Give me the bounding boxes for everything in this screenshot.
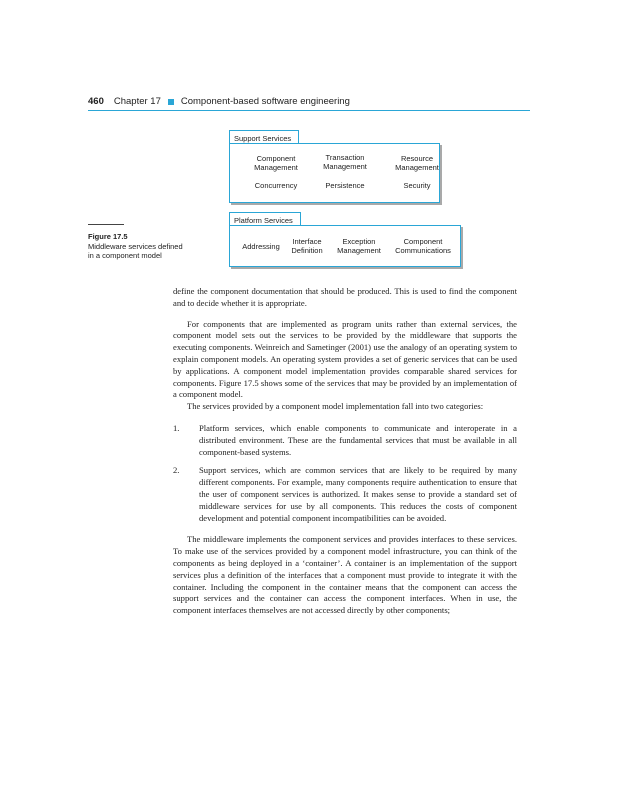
list-item [173,423,517,458]
platform-services-box [229,225,461,267]
chapter-label: Chapter 17 [113,96,161,107]
paragraph-3: The services provided by a component model implementation fall into two categories: [187,401,484,412]
list-item-text: Platform services, which enable components to communicate and interoperate in a distributed environment. These are the fundamental services that must be available in all component-based systems. [199,422,517,457]
list-item-number: 2. [173,465,180,476]
persistence-service: Persistence [325,181,365,190]
support-services-tab: Support Services [229,130,299,144]
header-rule [88,110,530,111]
chapter-title: Component-based software engineering [180,96,350,107]
figure-caption [88,232,188,261]
service-list [173,423,517,524]
component-management-service: Component Management [254,154,298,172]
body-text [173,286,517,617]
list-item-text: Support services, which are common services that are likely to be required by many different components. For example, many components require authentication to ensure that the user of component services is authorized. It makes sense to provide a standard set of middleware services for use by all components. This reduces the costs of component development and potential component incompatibilities can be avoided. [199,465,517,523]
paragraph-2: For components that are implemented as program units rather than external services, the component model sets out the services to be provided by the middleware that supports the executing components. Weinreich and Sametinger (2001) use the analogy of an operating system to explain component models. An operating system provides a set of generic services that can be used by applications. A component model implementation provides comparable shared services for components. Figure 17.5 shows some of the services that may be provided by an implementation of a component model. [173,318,517,400]
figure-caption-rule [88,224,124,225]
list-item-number: 1. [173,422,180,433]
exception-management-service: Exception Management [337,237,381,255]
paragraph-1: define the component documentation that should be produced. This is used to find the component and to decide whether it is appropriate. [173,286,517,308]
header-square-icon [168,99,174,105]
support-services-box [229,143,440,203]
interface-definition-service: Interface Definition [291,237,323,255]
addressing-service: Addressing [242,242,280,251]
resource-management-service: Resource Management [395,154,439,172]
platform-services-tab: Platform Services [229,212,301,226]
transaction-management-service: Transaction Management [323,153,367,171]
running-header [88,96,530,107]
concurrency-service: Concurrency [254,181,298,190]
paragraph-4: The middleware implements the component services and provides interfaces to these services. To make use of the services provided by a component model infrastructure, you can think of the components as being deployed in a ‘container’. A container is an implementation of the support services plus a definition of the interfaces that a component must provide to integrate it with the container. Including the component in the container means that the component can access the support services and the container can access the component interfaces. When in use, the component interfaces themselves are not accessed directly by other components; [173,534,517,616]
figure-caption-text: Middleware services defined in a component model [88,241,183,260]
page-number: 460 [88,96,104,107]
list-item [173,465,517,524]
security-service: Security [403,181,431,190]
figure-label: Figure 17.5 [88,232,128,241]
component-communications-service: Component Communications [395,237,451,255]
